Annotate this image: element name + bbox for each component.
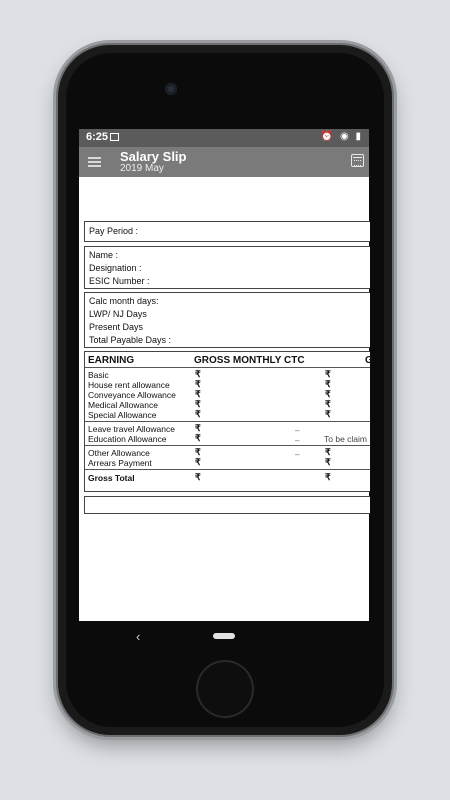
- earning-row-label: Education Allowance: [88, 434, 167, 444]
- home-pill-icon[interactable]: [213, 633, 235, 639]
- dash-value: –: [295, 426, 300, 435]
- calendar-icon[interactable]: [351, 154, 364, 167]
- claim-note: To be claim: [324, 434, 367, 444]
- rupee-icon: ₹: [325, 399, 331, 409]
- rupee-icon: ₹: [325, 389, 331, 399]
- rupee-icon: ₹: [325, 409, 331, 419]
- name-label: Name :: [89, 250, 119, 260]
- rupee-icon: ₹: [325, 472, 331, 482]
- image-notification-icon: [110, 133, 119, 141]
- dash-value: –: [295, 436, 300, 445]
- earning-row-label: Conveyance Allowance: [88, 390, 176, 400]
- calc-days-label: Calc month days:: [89, 296, 159, 306]
- rupee-icon: ₹: [195, 369, 201, 379]
- rupee-icon: ₹: [195, 399, 201, 409]
- earning-row-label: Basic: [88, 370, 109, 380]
- status-time: 6:25: [86, 131, 109, 143]
- earning-row-label: Arrears Payment: [88, 458, 152, 468]
- page-title: Salary Slip: [120, 149, 187, 164]
- rupee-icon: ₹: [195, 409, 201, 419]
- earnings-table: [84, 351, 373, 492]
- next-column-header: G: [365, 355, 373, 366]
- rupee-icon: ₹: [325, 369, 331, 379]
- lwp-days-label: LWP/ NJ Days: [89, 309, 147, 319]
- home-button[interactable]: [198, 662, 252, 716]
- status-bar: [79, 129, 369, 147]
- pay-period-label: Pay Period :: [89, 226, 139, 236]
- status-icons: ⏰ ◉ ▮: [320, 131, 363, 142]
- employee-info-box: [84, 246, 370, 289]
- page-subtitle: 2019 May: [120, 163, 164, 174]
- dash-value: –: [295, 450, 300, 459]
- earning-row-label: House rent allowance: [88, 380, 170, 390]
- navigation-bar: [79, 621, 369, 651]
- earning-row-label: Leave travel Allowance: [88, 424, 175, 434]
- rupee-icon: ₹: [325, 457, 331, 467]
- rupee-icon: ₹: [195, 389, 201, 399]
- rupee-icon: ₹: [195, 423, 201, 433]
- esic-label: ESIC Number :: [89, 276, 150, 286]
- header-divider: [85, 367, 370, 368]
- designation-label: Designation :: [89, 263, 142, 273]
- rupee-icon: ₹: [195, 379, 201, 389]
- rupee-icon: ₹: [195, 457, 201, 467]
- rupee-icon: ₹: [325, 379, 331, 389]
- rupee-icon: ₹: [195, 433, 201, 443]
- pay-period-box: [84, 221, 370, 242]
- back-icon[interactable]: ‹: [136, 629, 141, 644]
- rupee-icon: ₹: [325, 447, 331, 457]
- app-bar: [79, 147, 369, 177]
- earning-row-label: Medical Allowance: [88, 400, 158, 410]
- earning-row-label: Special Allowance: [88, 410, 157, 420]
- summary-box: [84, 496, 370, 514]
- gross-total-label: Gross Total: [88, 473, 135, 483]
- group-divider: [85, 469, 370, 470]
- earning-row-label: Other Allowance: [88, 448, 150, 458]
- rupee-icon: ₹: [195, 472, 201, 482]
- menu-icon[interactable]: [88, 157, 101, 167]
- total-payable-label: Total Payable Days :: [89, 335, 172, 345]
- rupee-icon: ₹: [195, 447, 201, 457]
- group-divider: [85, 445, 370, 446]
- earning-header: EARNING: [88, 355, 135, 366]
- front-camera: [165, 83, 177, 95]
- group-divider: [85, 421, 370, 422]
- present-days-label: Present Days: [89, 322, 144, 332]
- app-screen: [79, 129, 373, 621]
- gross-ctc-header: GROSS MONTHLY CTC: [194, 355, 305, 366]
- days-box: [84, 292, 370, 348]
